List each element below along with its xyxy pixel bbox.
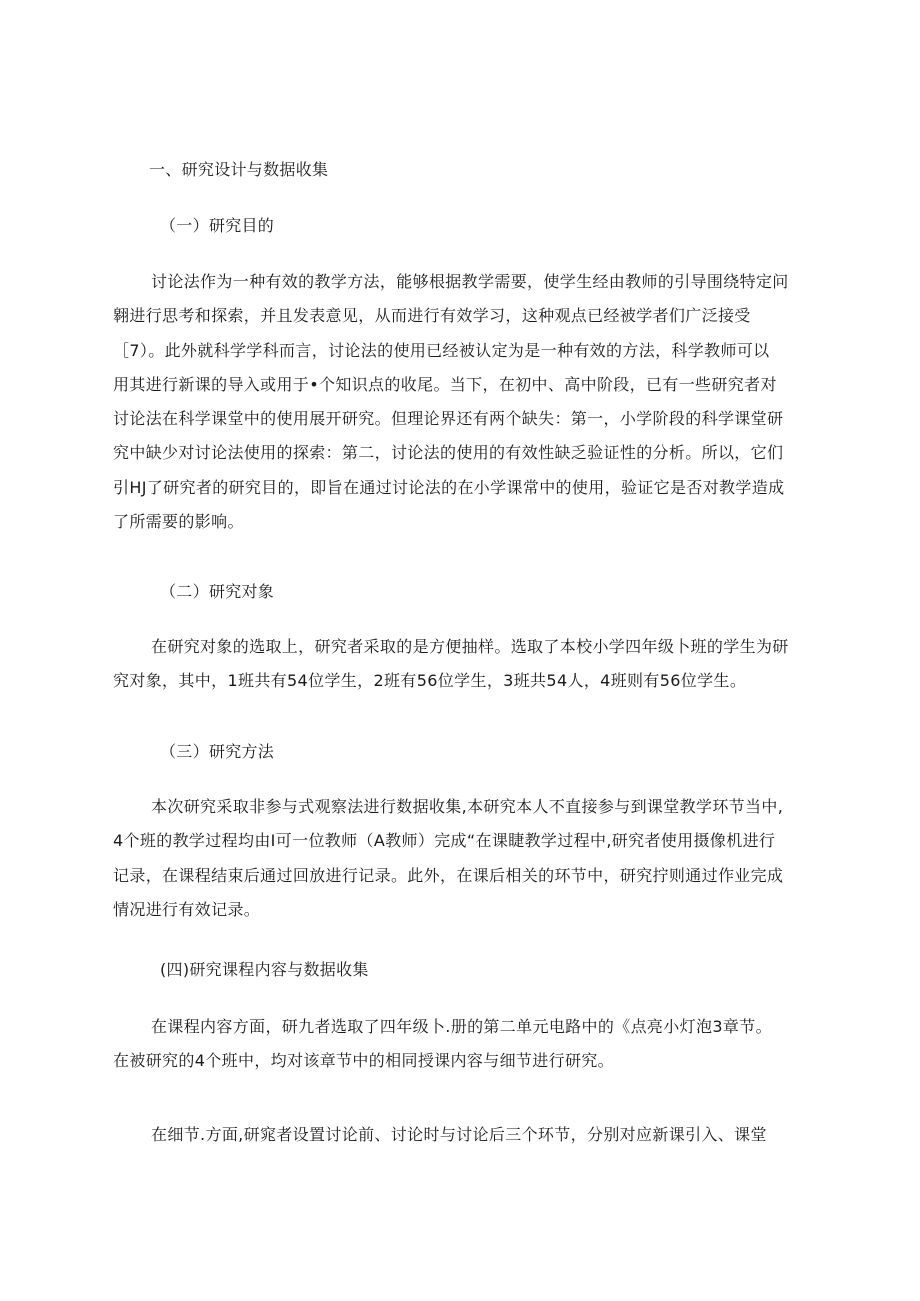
section-title-course-content: (四)研究课程内容与数据收集 [160, 960, 369, 979]
text-line: 引HJ了研究者的研究目的，即旨在通过讨论法的在小学课常中的使用，验证它是否对教学造成 [113, 477, 785, 497]
paragraph-methods [113, 790, 813, 927]
text-line: 记录，在课程结束后通过回放进行记录。此外，在课后相关的环节中，研究拧则通过作业完成 [113, 865, 784, 885]
text-line: 情况进行有效记录。 [113, 899, 261, 919]
text-line: ［7）。此外就科学学科而言，讨论法的使用已经被认定为是一种有效的方法，科学教师可以 [113, 340, 770, 360]
section-title-purpose: （一）研究目的 [160, 216, 275, 235]
paragraph-details [113, 1118, 813, 1152]
text-line: 究对象，其中，1班共有54位学生，2班有56位学生，3班共54人，4班则有56位学生。 [113, 671, 747, 691]
text-line: 翱进行思考和探索，并且发表意见，从而进行有效学习，这种观点已经被学者们广泛接受 [113, 306, 751, 326]
section-title-subjects: （二）研究对象 [160, 582, 275, 601]
text-line: 在研究对象的选取上，研究者采取的是方便抽样。选取了本校小学四年级卜班的学生为研 [151, 637, 789, 656]
text-line: 了所需要的影响。 [113, 512, 244, 532]
text-line: 讨论法作为一种有效的教学方法，能够根据教学需要，使学生经由教师的引导围绕特定问 [151, 272, 789, 291]
text-line: 4个班的教学过程均由I可一位教师（A教师）完成“在课睫教学过程中,研究者使用摄像机进行 [113, 831, 776, 851]
paragraph-subjects [113, 630, 813, 699]
section-title-methods: （三）研究方法 [160, 742, 275, 761]
text-line: 用其进行新课的导入或用于•个知识点的收尾。当下，在初中、高中阶段，已有一些研究者对 [113, 374, 777, 394]
paragraph-purpose [113, 265, 813, 539]
section-heading-main: 一、研究设计与数据收集 [149, 160, 329, 179]
text-line: 究中缺少对讨论法使用的探索：第二，讨论法的使用的有效性缺乏验证性的分析。所以，它们 [113, 443, 784, 463]
text-line: 在被研究的4个班中，均对该章节中的相同授课内容与细节进行研究。 [113, 1051, 615, 1071]
text-line: 在课程内容方面，研九者选取了四年级卜.册的第二单元电路中的《点亮小灯泡3章节。 [151, 1017, 772, 1036]
text-line: 在细节.方面,研窕者设置讨论前、讨论时与讨论后三个环节，分别对应新课引入、课堂 [151, 1125, 767, 1144]
paragraph-course-content [113, 1010, 813, 1079]
text-line: 本次研究采取非参与式观察法进行数据收集,本研究本人不直接参与到课堂教学环节当中, [151, 797, 784, 816]
text-line: 讨论法在科学课堂中的使用展开研究。但理论界还有两个缺失：第一，小学阶段的科学课堂研 [113, 409, 784, 429]
